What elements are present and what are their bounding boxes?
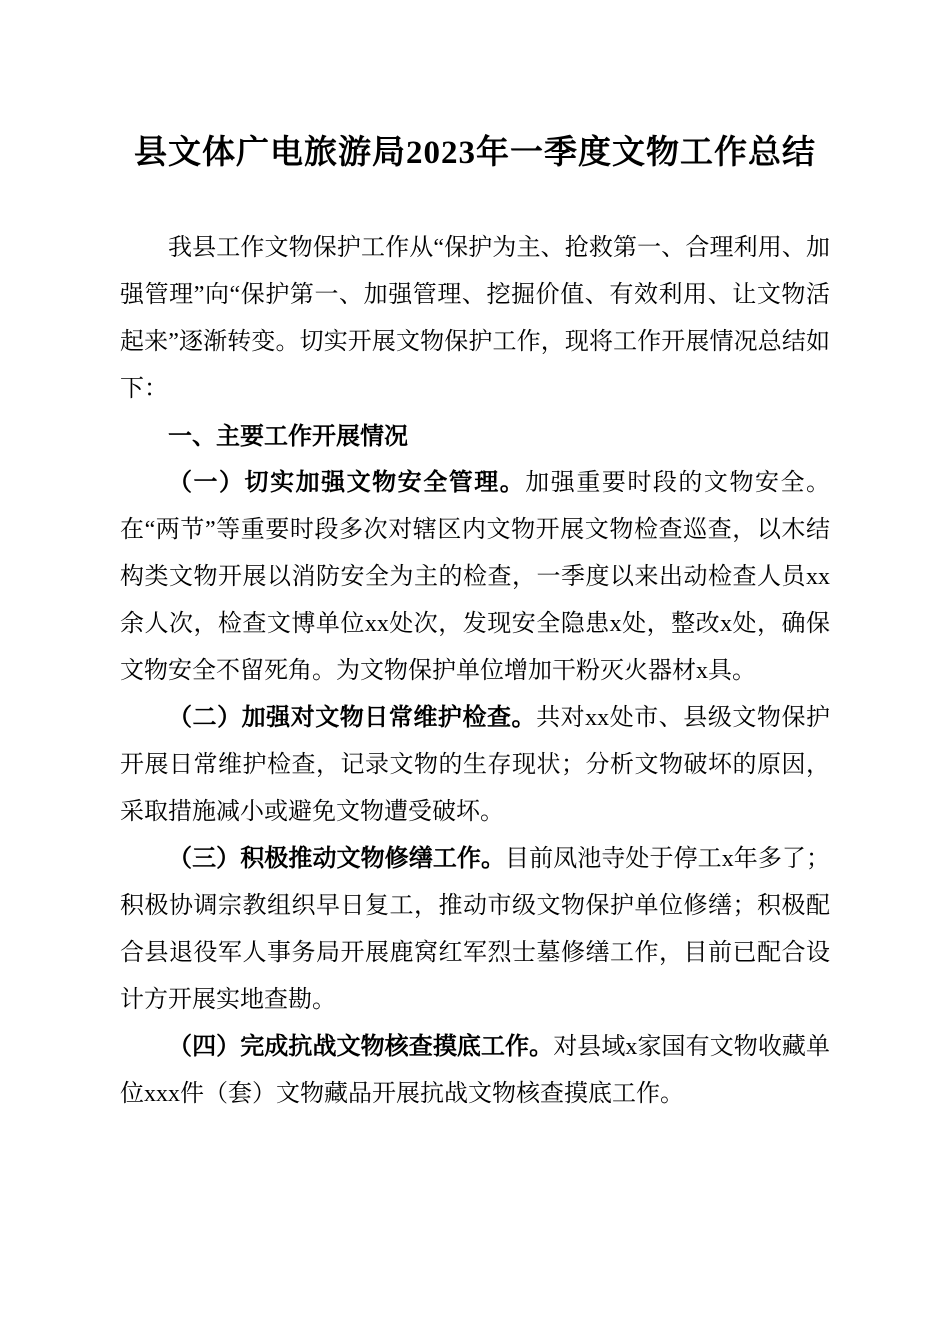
paragraph-item-1 xyxy=(120,460,830,695)
section-heading-1: 一、主要工作开展情况 xyxy=(168,423,408,451)
paragraph-item-2 xyxy=(120,695,830,836)
paragraph-item-1-text: 加强重要时段的文物安全。在“两节”等重要时段多次对辖区内文物开展文物检查巡查，以木结构类文物开展以消防安全为主的检查，一季度以来出动检查人员xx余人次，检查文博单位xx处次，发现安全隐患x处，整改x处，确保文物安全不留死角。为文物保护单位增加干粉灭火器材x具。 xyxy=(120,470,831,685)
intro-paragraph: 我县工作文物保护工作从“保护为主、抢救第一、合理利用、加强管理”向“保护第一、加强管理、挖掘价值、有效利用、让文物活起来”逐渐转变。切实开展文物保护工作，现将工作开展情况总结如下： xyxy=(120,235,830,403)
paragraph-item-4 xyxy=(120,1024,830,1118)
paragraph-item-2-lead: （二）加强对文物日常维护检查。 xyxy=(168,705,537,732)
paragraph-item-3-text: 目前凤池寺处于停工x年多了；积极协调宗教组织早日复工，推动市级文物保护单位修缮；积极配合县退役军人事务局开展鹿窝红军烈士墓修缮工作，目前已配合设计方开展实地查勘。 xyxy=(120,846,831,1014)
paragraph-item-3-lead: （三）积极推动文物修缮工作。 xyxy=(168,846,506,873)
paragraph-item-2-text: 共对xx处市、县级文物保护开展日常维护检查，记录文物的生存现状；分析文物破坏的原因，采取措施减小或避免文物遭受破坏。 xyxy=(120,705,831,826)
paragraph-item-4-text: 对县域x家国有文物收藏单位xxx件（套）文物藏品开展抗战文物核查摸底工作。 xyxy=(120,1034,831,1108)
paragraph-item-4-lead: （四）完成抗战文物核查摸底工作。 xyxy=(168,1034,554,1061)
document-title: 县文体广电旅游局2023年一季度文物工作总结 xyxy=(134,135,816,171)
paragraph-item-1-lead: （一）切实加强文物安全管理。 xyxy=(168,470,526,497)
paragraph-item-3 xyxy=(120,836,830,1024)
